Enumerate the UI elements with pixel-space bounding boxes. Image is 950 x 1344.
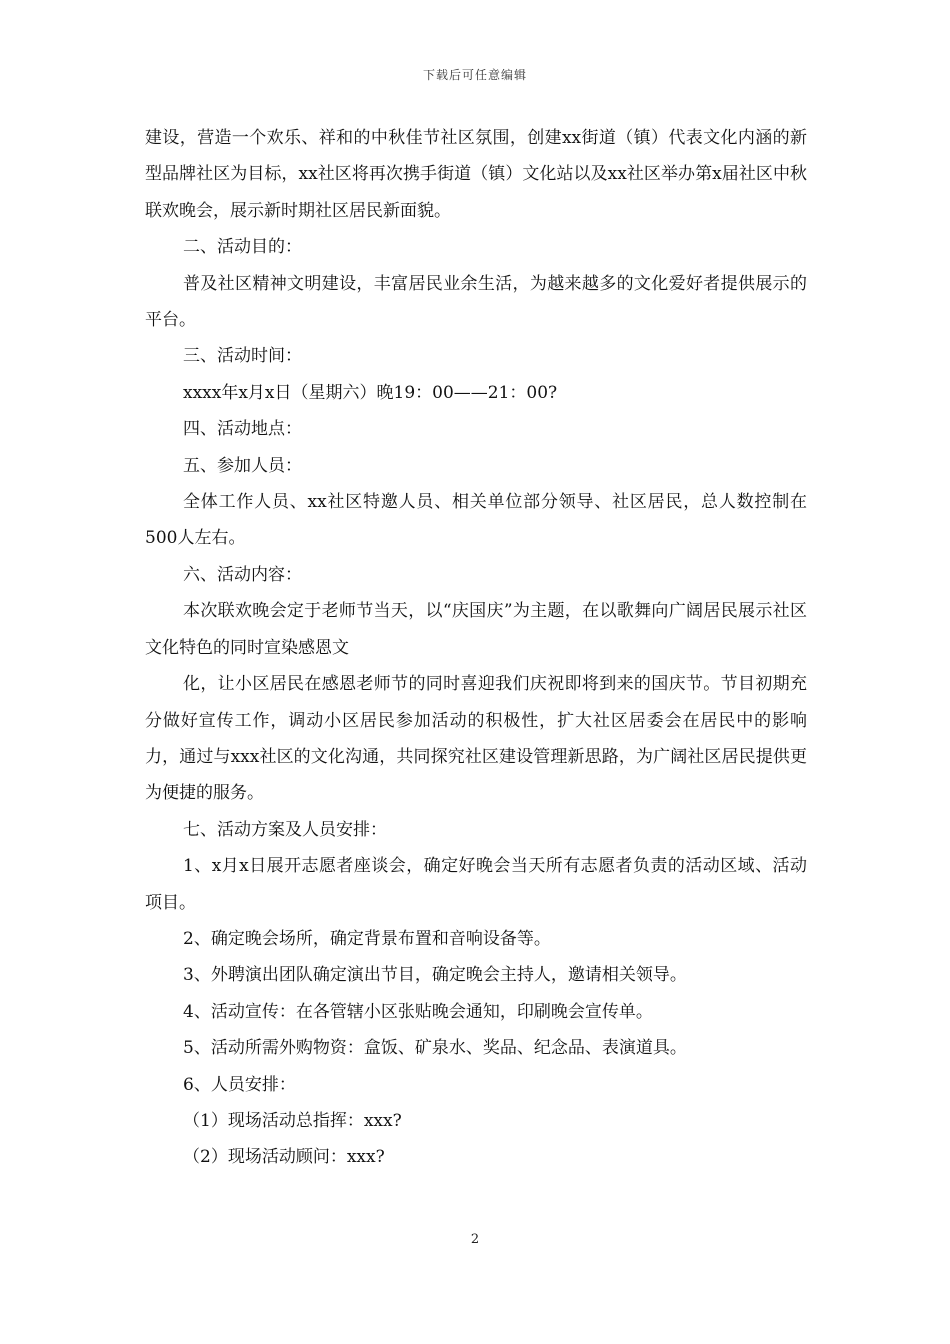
paragraph-continuation: 建设，营造一个欢乐、祥和的中秋佳节社区氛围，创建xx街道（镇）代表文化内涵的新型品牌社区为目标，xx社区将再次携手街道（镇）文化站以及xx社区举办第x届社区中秋联欢晚会，展示新时期社区居民新面貌。 (145, 128, 807, 221)
staff-item-2: （2）现场活动顾问：xxx? (183, 1147, 385, 1168)
plan-item-2: 2、确定晚会场所，确定背景布置和音响设备等。 (183, 928, 551, 949)
plan-item-1: 1、x月x日展开志愿者座谈会，确定好晚会当天所有志愿者负责的活动区域、活动项目。 (145, 856, 807, 913)
document-body (145, 120, 807, 1176)
page-header-note: 下载后可任意编辑 (422, 68, 527, 82)
section-heading-location: 四、活动地点： (183, 419, 302, 440)
plan-item-4: 4、活动宣传：在各管辖小区张贴晚会通知，印刷晚会宣传单。 (183, 1001, 653, 1022)
plan-item-5: 5、活动所需外购物资：盒饭、矿泉水、奖品、纪念品、表演道具。 (183, 1038, 687, 1059)
page-number: 2 (470, 1232, 480, 1247)
plan-item-6: 6、人员安排： (183, 1074, 296, 1095)
section-heading-plan: 七、活动方案及人员安排： (183, 819, 387, 840)
paragraph-participants: 全体工作人员、xx社区特邀人员、相关单位部分领导、社区居民，总人数控制在500人左右。 (145, 492, 807, 549)
section-heading-participants: 五、参加人员： (183, 455, 302, 476)
paragraph-content-2: 化，让小区居民在感恩老师节的同时喜迎我们庆祝即将到来的国庆节。节目初期充分做好宣传工作，调动小区居民参加活动的积极性，扩大社区居委会在居民中的影响力，通过与xxx社区的文化沟通，共同探究社区建设管理新思路，为广阔社区居民提供更为便捷的服务。 (145, 674, 807, 804)
paragraph-purpose: 普及社区精神文明建设，丰富居民业余生活，为越来越多的文化爱好者提供展示的平台。 (145, 273, 807, 331)
section-heading-time: 三、活动时间： (183, 346, 302, 367)
plan-item-3: 3、外聘演出团队确定演出节目，确定晚会主持人，邀请相关领导。 (183, 965, 687, 986)
staff-item-1: （1）现场活动总指挥：xxx? (183, 1110, 402, 1131)
paragraph-content-1: 本次联欢晚会定于老师节当天，以“庆国庆”为主题，在以歌舞向广阔居民展示社区文化特色的同时宣染感恩文 (145, 601, 807, 658)
section-heading-content: 六、活动内容： (183, 564, 302, 585)
section-heading-purpose: 二、活动目的： (183, 237, 302, 258)
paragraph-time: xxxx年x月x日（星期六）晚19：00——21：00? (183, 382, 558, 403)
